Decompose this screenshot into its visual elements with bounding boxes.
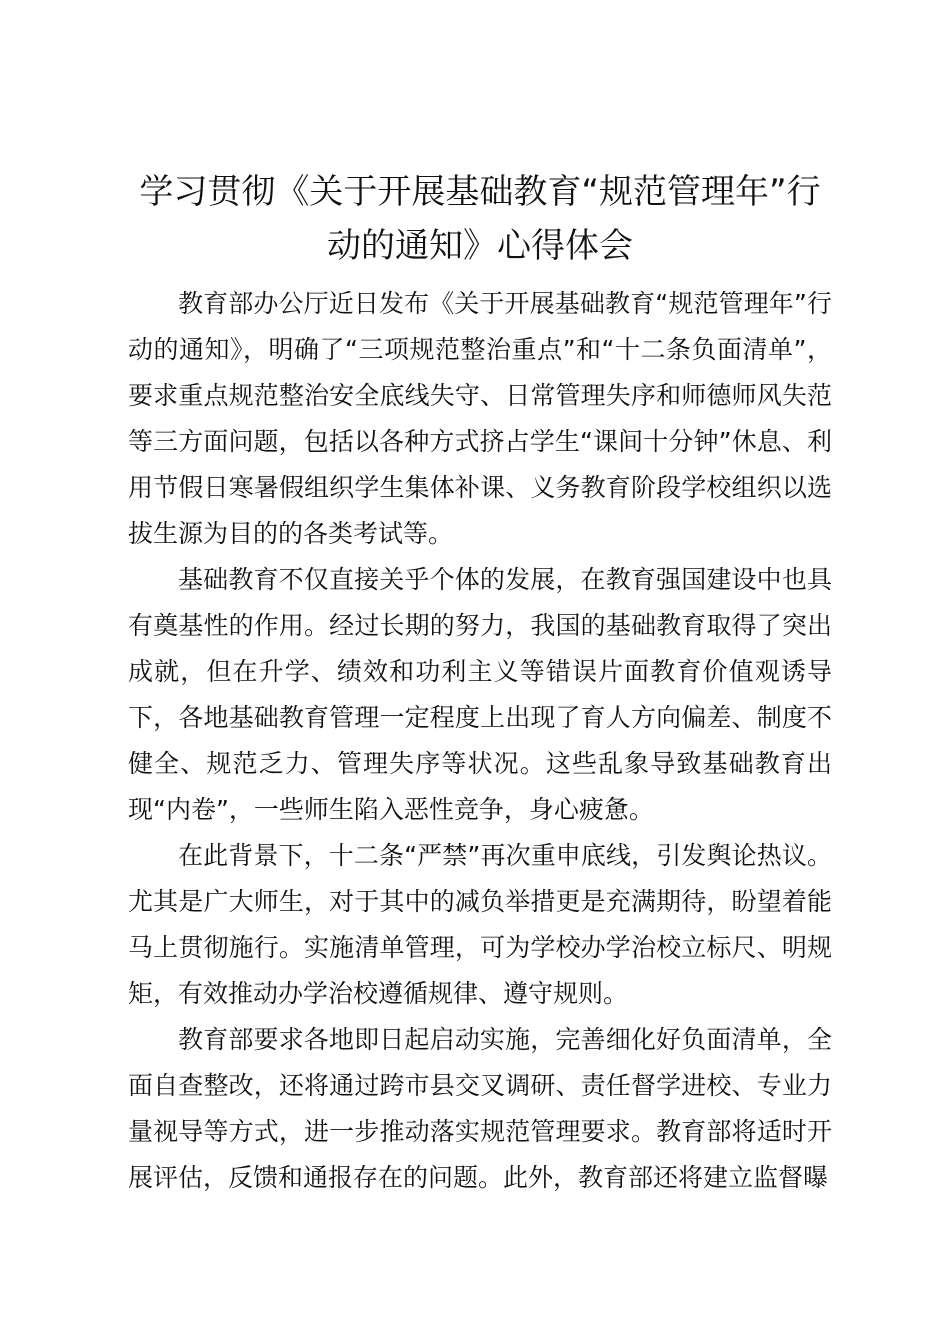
paragraph-2: 基础教育不仅直接关乎个体的发展，在教育强国建设中也具有奠基性的作用。经过长期的努力，我国的基础教育取得了突出成就，但在升学、绩效和功利主义等错误片面教育价值观诱导下，各地基础教育管理一定程度上出现了育人方向偏差、制度不健全、规范乏力、管理失序等状况。这些乱象导致基础教育出现“内卷”，一些师生陷入恶性竞争，身心疲惫。 [128,565,832,824]
paragraph-1: 教育部办公厅近日发布《关于开展基础教育“规范管理年”行动的通知》，明确了“三项规范整治重点”和“十二条负面清单”，要求重点规范整治安全底线失守、日常管理失序和师德师风失范等三方面问题，包括以各种方式挤占学生“课间十分钟”休息、利用节假日寒暑假组织学生集体补课、义务教育阶段学校组织以选拔生源为目的的各类考试等。 [128,289,832,548]
paragraph-4: 教育部要求各地即日起启动实施，完善细化好负面清单，全面自查整改，还将通过跨市县交叉调研、责任督学进校、专业力量视导等方式，进一步推动落实规范管理要求。教育部将适时开展评估，反馈和通报存在的问题。此外，教育部还将建立监督曝 [128,1025,832,1192]
paragraph-3: 在此背景下，十二条“严禁”再次重申底线，引发舆论热议。尤其是广大师生，对于其中的减负举措更是充满期待，盼望着能马上贯彻施行。实施清单管理，可为学校办学治校立标尺、明规矩，有效推动办学治校遵循规律、遵守规则。 [128,841,832,1008]
document-title: 学习贯彻《关于开展基础教育“规范管理年”行动的通知》心得体会 [139,172,821,266]
document-body [128,281,832,1201]
document-page [128,165,832,1201]
